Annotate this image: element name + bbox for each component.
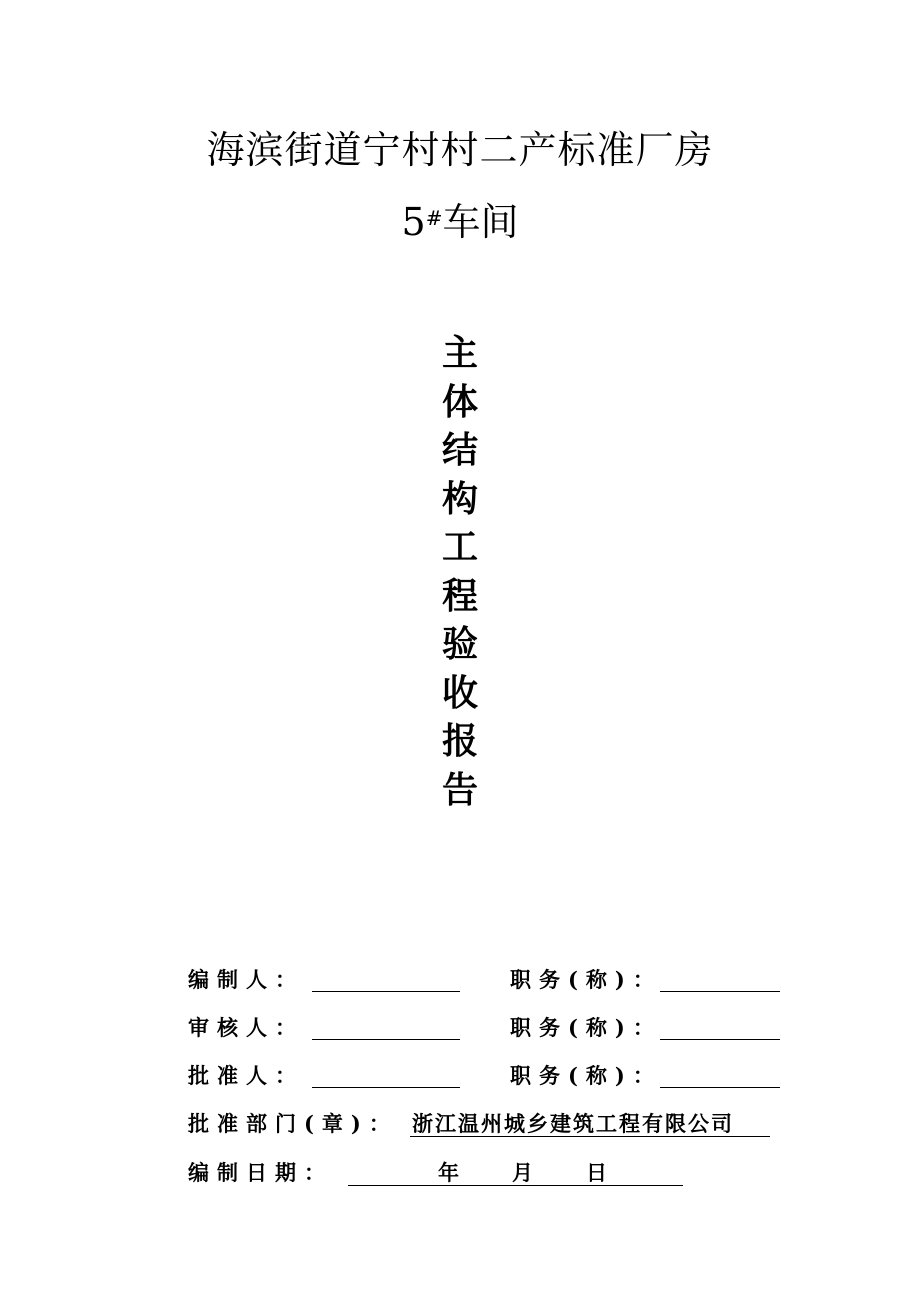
approver-row <box>188 1059 788 1093</box>
approver-position-label: 职务(称)： <box>510 1063 662 1088</box>
report-title-char: 体 <box>441 381 478 423</box>
reviewer-label: 审核人： <box>188 1015 304 1040</box>
department-row <box>188 1107 788 1141</box>
compiler-label: 编制人： <box>188 967 304 992</box>
year-label: 年 <box>438 1160 459 1185</box>
department-label: 批准部门(章)： <box>188 1111 398 1136</box>
reviewer-position-blank <box>660 1039 780 1040</box>
workshop-label: 车间 <box>442 200 519 244</box>
report-title-char: 程 <box>441 575 478 617</box>
report-title-char: 工 <box>441 527 478 568</box>
report-title-vertical <box>400 330 520 815</box>
reviewer-blank <box>312 1039 460 1040</box>
report-title-char: 构 <box>441 478 478 520</box>
project-title: 海滨街道宁村村二产标准厂房 <box>206 128 714 172</box>
day-label: 日 <box>586 1160 607 1185</box>
compiler-position-blank <box>660 991 780 992</box>
reviewer-row <box>188 1011 788 1045</box>
date-label: 编制日期： <box>188 1160 333 1185</box>
report-title-char: 结 <box>441 430 478 471</box>
compiler-blank <box>312 991 460 992</box>
department-value: 浙江温州城乡建筑工程有限公司 <box>412 1111 734 1136</box>
workshop-title <box>0 196 920 248</box>
compiler-position-label: 职务(称)： <box>510 967 662 992</box>
department-underline <box>410 1136 770 1137</box>
date-row <box>188 1156 788 1190</box>
month-label: 月 <box>512 1160 533 1185</box>
compiler-row <box>188 963 788 997</box>
reviewer-position-label: 职务(称)： <box>510 1015 662 1040</box>
approver-label: 批准人： <box>188 1063 304 1088</box>
report-title-char: 告 <box>441 769 478 811</box>
report-title-char: 验 <box>441 624 478 665</box>
report-title-char: 主 <box>441 333 478 374</box>
report-title-char: 收 <box>441 672 478 714</box>
workshop-number-sign: # <box>425 206 443 230</box>
approver-position-blank <box>660 1087 780 1088</box>
approver-blank <box>312 1087 460 1088</box>
report-title-char: 报 <box>441 721 478 762</box>
workshop-number: 5 <box>401 200 426 244</box>
